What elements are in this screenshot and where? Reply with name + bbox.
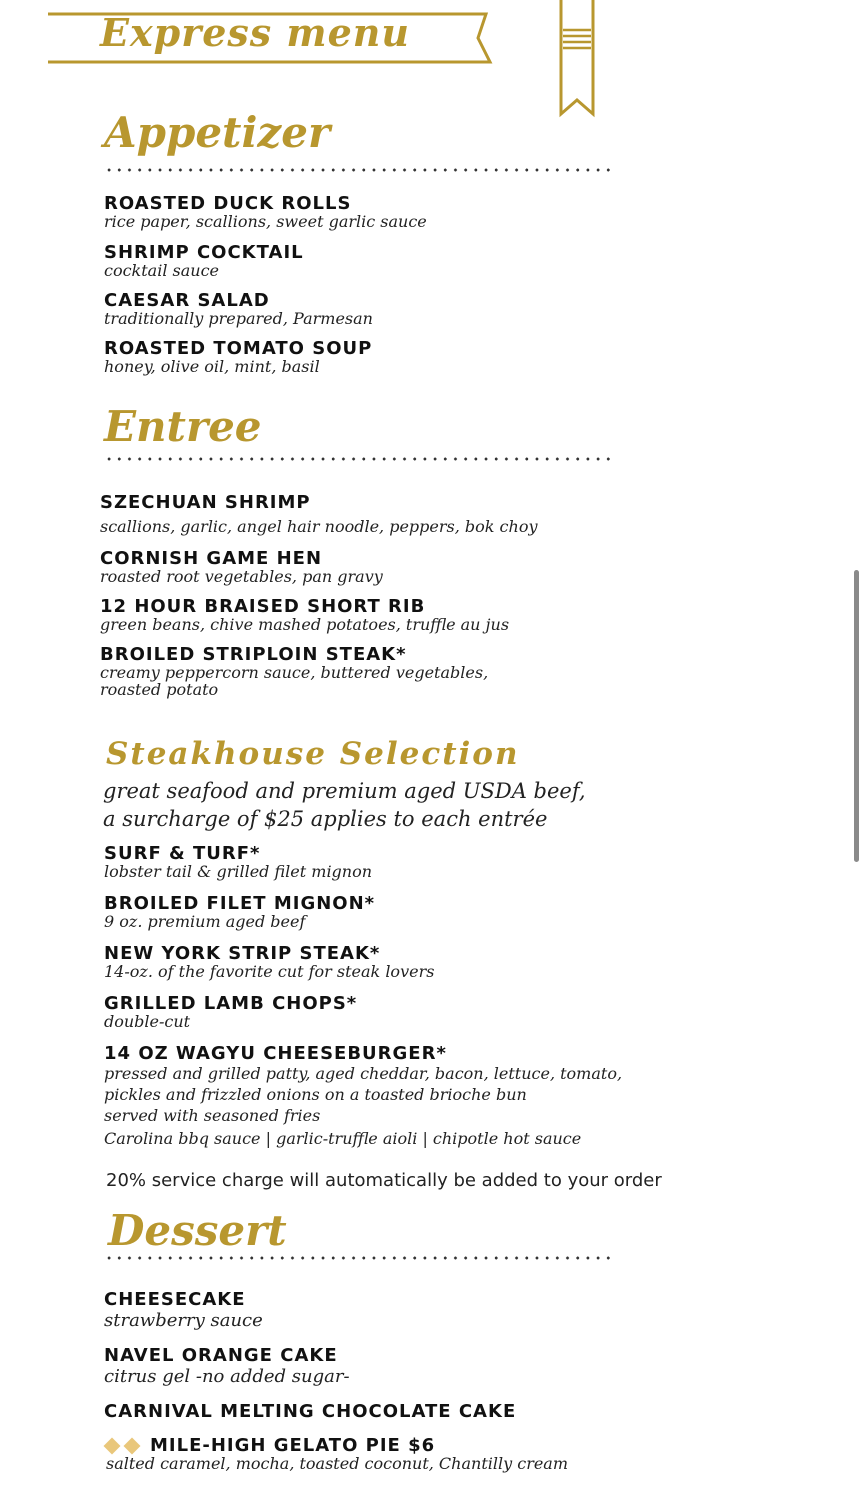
menu-item [100,597,509,633]
item-description: pressed and grilled patty, aged cheddar, bacon, lettuce, tomato, [104,1064,623,1083]
item-name: 14 OZ WAGYU CHEESEBURGER* [104,1043,447,1064]
menu-item [104,994,357,1030]
entree-heading: Entree [104,402,262,451]
menu-item [104,894,375,930]
service-charge-note: 20% service charge will automatically be added to your order [106,1170,662,1191]
appetizer-heading: Appetizer [104,108,331,157]
item-name: CORNISH GAME HEN [100,548,323,569]
dessert-heading: Dessert [108,1206,287,1255]
item-description: green beans, chive mashed potatoes, truffle au jus [100,615,510,634]
menu-item [100,645,488,698]
bookmark-icon [558,0,596,120]
menu-item [104,944,434,980]
item-name: ROASTED DUCK ROLLS [104,193,352,214]
diamond-icon [124,1438,141,1455]
diamond-icon [104,1438,121,1455]
dessert-divider [104,1256,616,1260]
item-description-line2: pickles and frizzled onions on a toasted brioche bun [104,1085,527,1104]
item-name: MILE-HIGH GELATO PIE $6 [150,1435,436,1456]
scrollbar[interactable] [854,570,859,862]
item-description: citrus gel -no added sugar- [104,1366,350,1387]
item-description: traditionally prepared, Parmesan [104,309,373,328]
item-description: 14-oz. of the favorite cut for steak lovers [104,962,435,981]
appetizer-divider [104,168,616,172]
entree-divider [104,457,616,461]
menu-item [100,493,538,535]
menu-item [104,1044,622,1151]
item-description: 9 oz. premium aged beef [104,912,306,931]
item-description: roasted root vegetables, pan gravy [100,567,383,586]
item-name: 12 HOUR BRAISED SHORT RIB [100,596,426,617]
menu-item [104,1346,350,1389]
item-name: CAESAR SALAD [104,290,270,311]
item-description: scallions, garlic, angel hair noodle, peppers, bok choy [100,517,538,536]
item-name-row [106,1436,568,1455]
menu-item [104,243,304,279]
item-name: ROASTED TOMATO SOUP [104,338,373,359]
steakhouse-intro-line2: a surcharge of $25 applies to each entrée [103,807,548,831]
menu-item [104,1290,263,1333]
item-description: rice paper, scallions, sweet garlic sauce [104,212,427,231]
item-description-line3: served with seasoned fries [104,1106,321,1125]
item-name: BROILED STRIPLOIN STEAK* [100,644,407,665]
steakhouse-intro-line1: great seafood and premium aged USDA beef, [103,779,586,803]
item-description: lobster tail & grilled filet mignon [104,862,373,881]
item-name: CARNIVAL MELTING CHOCOLATE CAKE [104,1401,517,1422]
item-name: GRILLED LAMB CHOPS* [104,993,358,1014]
item-description: salted caramel, mocha, toasted coconut, Chantilly cream [106,1454,569,1473]
menu-item [104,291,373,327]
item-name: NAVEL ORANGE CAKE [104,1345,338,1366]
menu-item [104,1402,516,1421]
menu-item [104,844,372,880]
item-description-line4: Carolina bbq sauce | garlic-truffle aioli | chipotle hot sauce [104,1129,582,1148]
menu-title: Express menu [100,10,411,55]
menu-item [100,549,383,585]
menu-item [104,194,427,230]
item-name: NEW YORK STRIP STEAK* [104,943,381,964]
item-description-line2: roasted potato [100,680,219,699]
menu-item [104,339,372,375]
steakhouse-heading: Steakhouse Selection [106,736,520,772]
item-description: double-cut [104,1012,191,1031]
item-name: BROILED FILET MIGNON* [104,893,376,914]
menu-item [106,1436,568,1472]
item-description: honey, olive oil, mint, basil [104,357,320,376]
item-name: SURF & TURF* [104,843,261,864]
item-name: SHRIMP COCKTAIL [104,242,304,263]
item-description: strawberry sauce [104,1310,263,1331]
item-name: SZECHUAN SHRIMP [100,492,311,513]
item-description: cocktail sauce [104,261,220,280]
item-description: creamy peppercorn sauce, buttered vegetables, [100,663,489,682]
item-name: CHEESECAKE [104,1289,246,1310]
